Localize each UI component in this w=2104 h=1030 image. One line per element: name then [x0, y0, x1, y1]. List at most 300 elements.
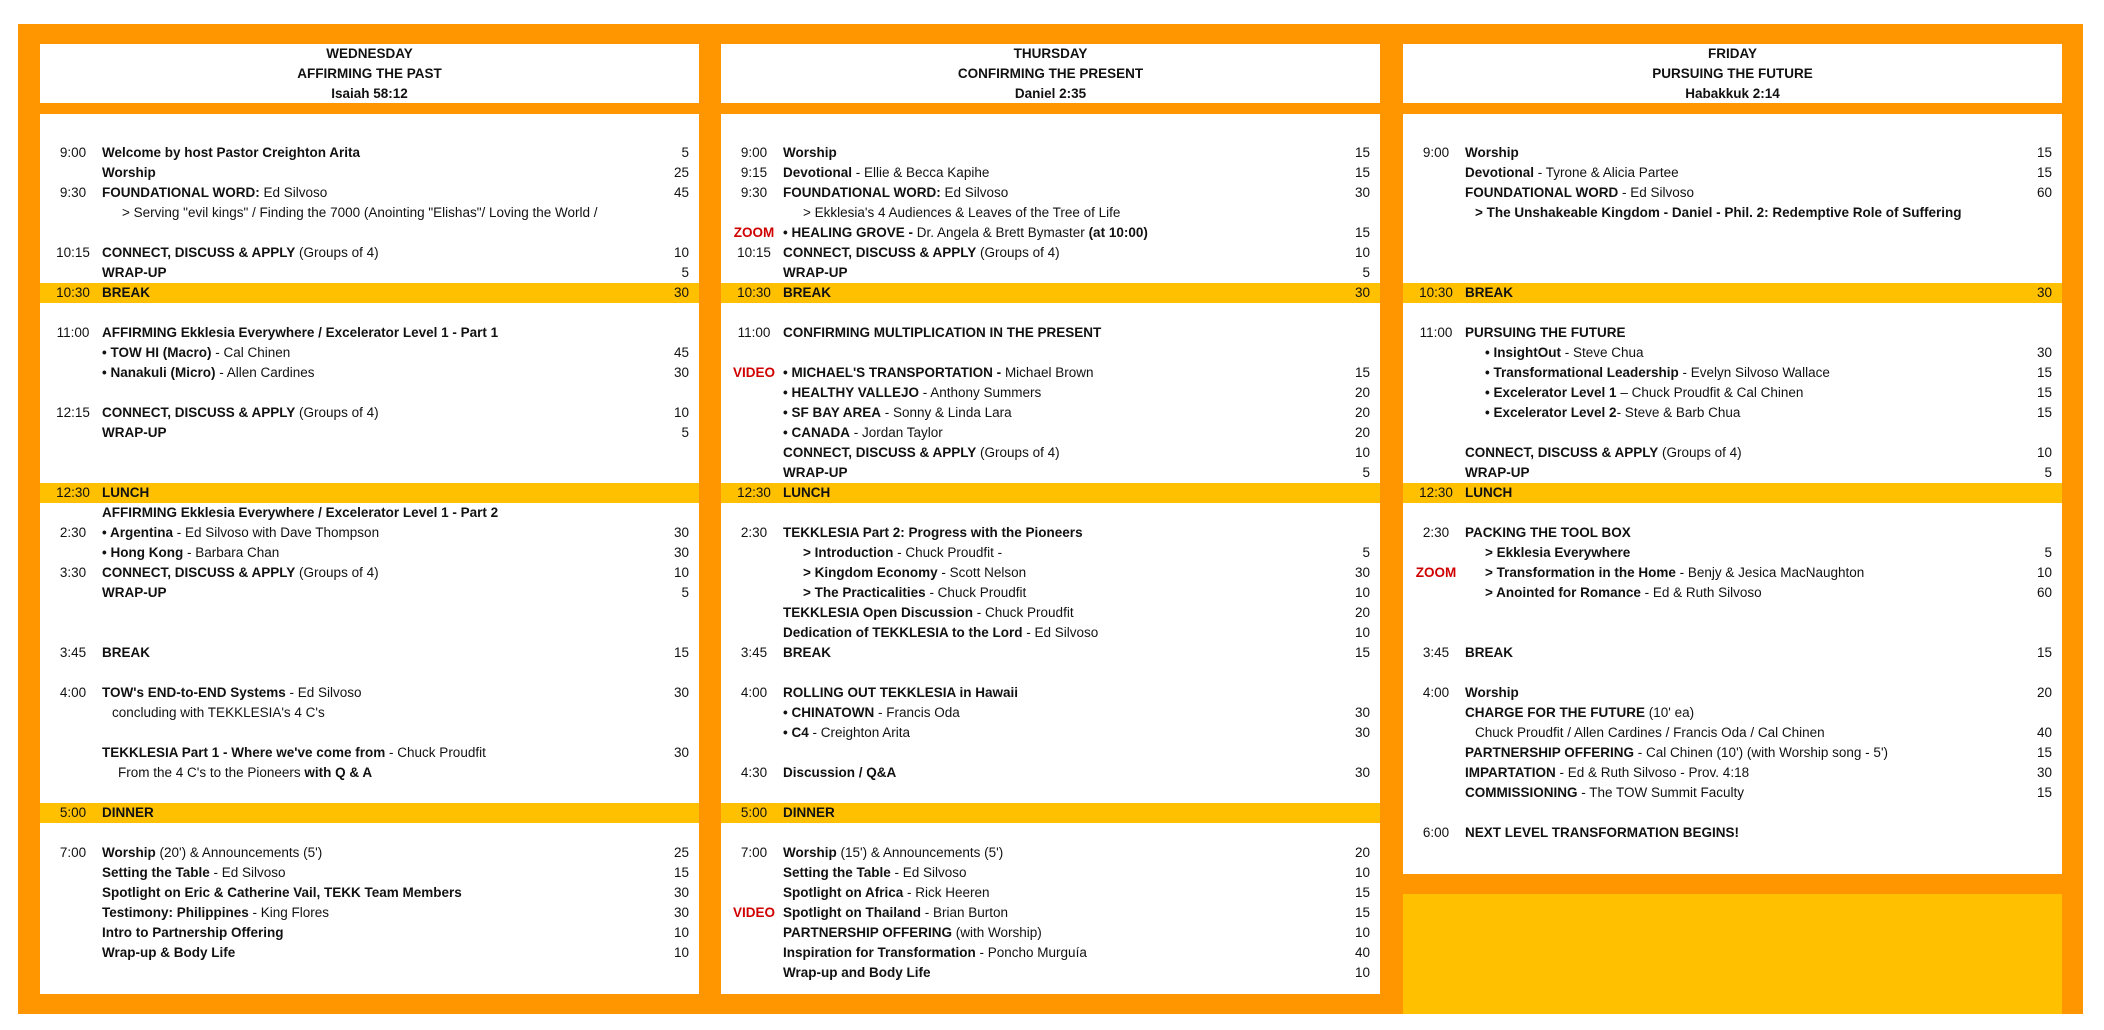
- row-title: [783, 403, 1012, 423]
- row-title-bold: • Hong Kong: [102, 545, 184, 560]
- schedule-row: [1403, 543, 2062, 563]
- row-title: [102, 523, 379, 543]
- row-title: [783, 363, 1093, 383]
- row-title-bold: CONNECT, DISCUSS & APPLY: [102, 405, 296, 420]
- row-title-detail: > Ekklesia's 4 Audiences & Leaves of the Tree of Life: [803, 205, 1121, 220]
- row-time: 7:00: [740, 845, 768, 860]
- row-title-bold: CONFIRMING MULTIPLICATION IN THE PRESENT: [783, 325, 1102, 340]
- day-theme: CONFIRMING THE PRESENT: [957, 66, 1144, 81]
- row-title-bold: > Ekklesia Everywhere: [1485, 545, 1631, 560]
- row-title-bold: IMPARTATION: [1465, 765, 1556, 780]
- media-tag: ZOOM: [1415, 565, 1457, 580]
- schedule-row: [721, 543, 1380, 563]
- row-title-bold: > Introduction: [803, 545, 894, 560]
- row-title-detail: - Benjy & Jesica MacNaughton: [1675, 565, 1865, 580]
- row-title: [1465, 463, 1530, 483]
- row-time: 6:00: [1422, 825, 1450, 840]
- row-duration: 30: [1354, 765, 1370, 780]
- schedule-row: [40, 143, 699, 163]
- schedule-row: [721, 763, 1380, 783]
- row-title: [1465, 143, 1519, 163]
- row-title: [102, 403, 379, 423]
- schedule-row: [721, 163, 1380, 183]
- row-title-bold: PACKING THE TOOL BOX: [1465, 525, 1631, 540]
- row-title: [1465, 743, 1888, 763]
- schedule-row: [721, 523, 1380, 543]
- row-title: [102, 743, 486, 763]
- row-title-bold: Dedication of TEKKLESIA to the Lord: [783, 625, 1023, 640]
- row-title: [1465, 163, 1679, 183]
- row-title: [102, 243, 379, 263]
- row-title-detail: (Groups of 4): [295, 565, 379, 580]
- row-title-detail: - Evelyn Silvoso Wallace: [1678, 365, 1830, 380]
- schedule-row: [1403, 683, 2062, 703]
- row-title-bold: • Nanakuli (Micro): [102, 365, 216, 380]
- row-title-bold: Worship: [783, 845, 837, 860]
- row-title-bold: WRAP-UP: [102, 265, 167, 280]
- row-title-bold: • HEALTHY VALLEJO: [783, 385, 919, 400]
- schedule-row: [1403, 763, 2062, 783]
- row-duration: 10: [673, 405, 689, 420]
- row-title-bold: > Kingdom Economy: [803, 565, 938, 580]
- schedule-row: [1403, 383, 2062, 403]
- row-title: [102, 563, 379, 583]
- row-title-bold: DINNER: [783, 805, 835, 820]
- row-title-bold: • SF BAY AREA: [783, 405, 882, 420]
- schedule-row: [1403, 323, 2062, 343]
- schedule-row: [721, 623, 1380, 643]
- row-title: [1485, 543, 1630, 563]
- row-title: [1465, 323, 1626, 343]
- break-band-row: [1403, 283, 2062, 303]
- row-title-bold: ROLLING OUT TEKKLESIA in Hawaii: [783, 685, 1019, 700]
- row-title-bold: • Excelerator Level 2: [1485, 405, 1617, 420]
- row-time: 3:45: [59, 645, 87, 660]
- row-title-detail: - Ed Silvoso: [890, 865, 967, 880]
- row-title: [1465, 683, 1519, 703]
- schedule-row: [40, 563, 699, 583]
- row-title: [102, 343, 290, 363]
- row-title: [102, 503, 498, 523]
- row-title: [1475, 203, 1961, 223]
- schedule-row: [721, 943, 1380, 963]
- row-title-bold: CONNECT, DISCUSS & APPLY: [783, 245, 977, 260]
- row-title-bold: PURSUING THE FUTURE: [1465, 325, 1626, 340]
- schedule-row: [40, 183, 699, 203]
- row-title-bold: Wrap-up & Body Life: [102, 945, 236, 960]
- row-time: 10:30: [737, 285, 771, 300]
- row-time: 10:30: [1419, 285, 1453, 300]
- row-title-detail: (15') & Announcements (5'): [836, 845, 1004, 860]
- row-duration: 20: [1354, 425, 1370, 440]
- row-title-bold-suffix: (at 10:00): [1088, 225, 1148, 240]
- row-duration: 30: [1354, 725, 1370, 740]
- row-title: [1485, 583, 1762, 603]
- row-title: [803, 543, 1002, 563]
- row-duration: 25: [673, 165, 689, 180]
- row-title-bold: COMMISSIONING: [1465, 785, 1578, 800]
- row-title-bold: FOUNDATIONAL WORD:: [102, 185, 260, 200]
- schedule-row: [40, 343, 699, 363]
- row-title-detail: – Chuck Proudfit & Cal Chinen: [1616, 385, 1804, 400]
- row-title: [783, 383, 1041, 403]
- row-title-detail: (20') & Announcements (5'): [155, 845, 323, 860]
- schedule-row: [721, 563, 1380, 583]
- schedule-row: [1403, 163, 2062, 183]
- schedule-row: [721, 223, 1380, 243]
- schedule-row: [721, 883, 1380, 903]
- day-scripture: Isaiah 58:12: [331, 86, 408, 101]
- row-title-detail: (Groups of 4): [976, 245, 1060, 260]
- row-time: 11:00: [737, 325, 771, 340]
- row-title-bold: Worship: [102, 165, 156, 180]
- row-title-detail: - Ed & Ruth Silvoso - Prov. 4:18: [1555, 765, 1750, 780]
- row-title-detail: (10' ea): [1645, 705, 1695, 720]
- row-title-bold: > Transformation in the Home: [1485, 565, 1676, 580]
- row-time: 9:00: [1422, 145, 1450, 160]
- row-title-bold: TEKKLESIA Open Discussion: [783, 605, 974, 620]
- row-title-detail: - Creighton Arita: [808, 725, 911, 740]
- row-title-bold: LUNCH: [783, 485, 831, 500]
- row-duration: 15: [2036, 365, 2052, 380]
- row-title-detail: From the 4 C's to the Pioneers: [118, 765, 305, 780]
- row-title-bold: WRAP-UP: [783, 465, 848, 480]
- schedule-row: [721, 323, 1380, 343]
- row-title: [783, 183, 1008, 203]
- row-title-bold: • Excelerator Level 1: [1485, 385, 1617, 400]
- row-duration: 15: [1354, 165, 1370, 180]
- row-title-bold: LUNCH: [102, 485, 150, 500]
- row-duration: 5: [681, 145, 689, 160]
- row-title: [1475, 723, 1825, 743]
- row-duration: 15: [2036, 785, 2052, 800]
- row-time: 2:30: [740, 525, 768, 540]
- row-title: [783, 243, 1060, 263]
- row-title: [783, 443, 1060, 463]
- row-time: 10:30: [56, 285, 90, 300]
- row-title-bold: • CHINATOWN: [783, 705, 875, 720]
- schedule-row: [1403, 643, 2062, 663]
- row-title: [783, 643, 831, 663]
- schedule-row: [40, 243, 699, 263]
- row-title: [1485, 363, 1830, 383]
- row-duration: 30: [2036, 765, 2052, 780]
- schedule-row: [1403, 523, 2062, 543]
- row-title: [1465, 703, 1694, 723]
- schedule-row: [1403, 723, 2062, 743]
- row-title-bold: • HEALING GROVE -: [783, 225, 913, 240]
- row-title-detail: - Tyrone & Alicia Partee: [1534, 165, 1679, 180]
- row-duration: 15: [1354, 365, 1370, 380]
- schedule-row: [721, 203, 1380, 223]
- row-title-detail: - The TOW Summit Faculty: [1577, 785, 1745, 800]
- schedule-row: [721, 723, 1380, 743]
- media-tag: VIDEO: [732, 905, 775, 920]
- row-title: [783, 263, 848, 283]
- media-tag: ZOOM: [733, 225, 775, 240]
- break-band-row: [721, 283, 1380, 303]
- row-duration: 15: [673, 645, 689, 660]
- row-title-detail: Ed Silvoso: [940, 185, 1009, 200]
- row-title: [1465, 783, 1744, 803]
- row-title: [1465, 643, 1513, 663]
- row-duration: 30: [673, 905, 689, 920]
- row-time: 12:30: [1419, 485, 1453, 500]
- row-duration: 10: [1354, 925, 1370, 940]
- row-time: 12:30: [56, 485, 90, 500]
- row-time: 12:15: [56, 405, 90, 420]
- row-title: [783, 163, 989, 183]
- row-time: 3:45: [1422, 645, 1450, 660]
- row-title-detail: - Cal Chinen (10') (with Worship song - 5'): [1634, 745, 1889, 760]
- friday-empty-band: [1403, 894, 2062, 1014]
- row-title-bold: NEXT LEVEL TRANSFORMATION BEGINS!: [1465, 825, 1740, 840]
- row-title-detail: - King Flores: [248, 905, 330, 920]
- row-title: [102, 643, 150, 663]
- row-title: [783, 323, 1101, 343]
- schedule-row: [40, 883, 699, 903]
- row-title-detail: - Steve & Barb Chua: [1616, 405, 1741, 420]
- schedule-row: [40, 363, 699, 383]
- row-title-bold-suffix: with Q & A: [304, 765, 373, 780]
- row-title: [102, 283, 150, 303]
- row-duration: 10: [673, 925, 689, 940]
- row-duration: 15: [1354, 645, 1370, 660]
- row-duration: 15: [673, 865, 689, 880]
- row-title-bold: CONNECT, DISCUSS & APPLY: [102, 565, 296, 580]
- row-duration: 30: [1354, 565, 1370, 580]
- row-title: [1465, 763, 1749, 783]
- row-title: [783, 283, 831, 303]
- row-title-detail: Dr. Angela & Brett Bymaster: [912, 225, 1089, 240]
- row-title: [783, 143, 837, 163]
- row-duration: 20: [2036, 685, 2052, 700]
- row-title-bold: Inspiration for Transformation: [783, 945, 976, 960]
- row-title-bold: > The Practicalities: [803, 585, 926, 600]
- row-duration: 30: [1354, 285, 1370, 300]
- row-title-detail: - Chuck Proudfit -: [893, 545, 1003, 560]
- schedule-row: [721, 923, 1380, 943]
- row-duration: 15: [1354, 885, 1370, 900]
- row-title-detail: - Chuck Proudfit: [925, 585, 1027, 600]
- row-title-bold: WRAP-UP: [102, 585, 167, 600]
- schedule-row: [40, 523, 699, 543]
- row-duration: 5: [681, 265, 689, 280]
- row-duration: 5: [1362, 545, 1370, 560]
- schedule-row: [40, 863, 699, 883]
- row-duration: 30: [673, 365, 689, 380]
- row-title: [102, 943, 235, 963]
- row-title-bold: FOUNDATIONAL WORD: [1465, 185, 1619, 200]
- row-title-detail: - Rick Heeren: [903, 885, 990, 900]
- schedule-row: [40, 403, 699, 423]
- row-duration: 30: [2036, 345, 2052, 360]
- row-title: [783, 683, 1018, 703]
- row-duration: 15: [2036, 405, 2052, 420]
- row-title-detail: - Steve Chua: [1560, 345, 1644, 360]
- row-title-bold: • CANADA: [783, 425, 850, 440]
- schedule-row: [721, 643, 1380, 663]
- row-title-detail: - Chuck Proudfit: [973, 605, 1074, 620]
- row-title-bold: • C4: [783, 725, 809, 740]
- row-time: 9:15: [740, 165, 768, 180]
- row-title: [102, 263, 167, 283]
- row-title-bold: • InsightOut: [1485, 345, 1561, 360]
- schedule-row: [1403, 203, 2062, 223]
- row-duration: 30: [1354, 705, 1370, 720]
- schedule-row: [721, 243, 1380, 263]
- row-duration: 10: [673, 945, 689, 960]
- row-title-bold: WRAP-UP: [783, 265, 848, 280]
- row-duration: 60: [2036, 185, 2052, 200]
- row-duration: 10: [1354, 865, 1370, 880]
- row-title: [102, 923, 284, 943]
- schedule-row: [40, 743, 699, 763]
- row-title-bold: Wrap-up and Body Life: [783, 965, 931, 980]
- schedule-row: [721, 903, 1380, 923]
- row-title: [1485, 343, 1644, 363]
- row-title-detail: - Ed Silvoso with Dave Thompson: [172, 525, 380, 540]
- day-scripture: Habakkuk 2:14: [1685, 86, 1780, 101]
- row-time: 5:00: [740, 805, 768, 820]
- row-duration: 10: [1354, 965, 1370, 980]
- row-title: [783, 423, 943, 443]
- row-duration: 10: [2036, 445, 2052, 460]
- day-scripture: Daniel 2:35: [1014, 86, 1087, 101]
- row-title: [803, 563, 1026, 583]
- row-title-bold: • TOW HI (Macro): [102, 345, 212, 360]
- row-time: 9:30: [740, 185, 768, 200]
- schedule-row: [40, 503, 699, 523]
- row-duration: 30: [673, 745, 689, 760]
- day-theme: PURSUING THE FUTURE: [1652, 66, 1813, 81]
- row-title-detail: - Francis Oda: [874, 705, 960, 720]
- row-time: 10:15: [56, 245, 90, 260]
- row-title-detail: (with Worship): [952, 925, 1042, 940]
- row-title-detail: - Ellie & Becca Kapihe: [852, 165, 990, 180]
- row-duration: 20: [1354, 605, 1370, 620]
- row-duration: 5: [1362, 465, 1370, 480]
- row-title-bold: CONNECT, DISCUSS & APPLY: [1465, 445, 1659, 460]
- schedule-row: [721, 383, 1380, 403]
- row-title-bold: CONNECT, DISCUSS & APPLY: [783, 445, 977, 460]
- row-time: 4:30: [740, 765, 768, 780]
- schedule-row: [1403, 403, 2062, 423]
- row-title-detail: - Scott Nelson: [937, 565, 1027, 580]
- row-title-bold: Devotional: [783, 165, 853, 180]
- row-title: [1485, 383, 1803, 403]
- schedule-row: [1403, 443, 2062, 463]
- schedule-row: [721, 703, 1380, 723]
- schedule-row: [40, 203, 699, 223]
- row-title-bold: Welcome by host Pastor Creighton Arita: [102, 145, 361, 160]
- row-title-bold: Intro to Partnership Offering: [102, 925, 284, 940]
- schedule-row: [1403, 783, 2062, 803]
- row-time: 11:00: [1419, 325, 1453, 340]
- row-duration: 25: [673, 845, 689, 860]
- row-title-detail: - Anthony Summers: [919, 385, 1042, 400]
- row-title-detail: (Groups of 4): [1658, 445, 1742, 460]
- row-duration: 30: [1354, 185, 1370, 200]
- row-title: [1465, 483, 1512, 503]
- row-duration: 30: [673, 685, 689, 700]
- schedule-row: [40, 323, 699, 343]
- schedule-row: [721, 843, 1380, 863]
- row-time: 2:30: [59, 525, 87, 540]
- row-title-bold: AFFIRMING Ekklesia Everywhere / Excelerator Level 1 - Part 1: [102, 325, 499, 340]
- schedule-row: [721, 183, 1380, 203]
- schedule-row: [721, 423, 1380, 443]
- row-title-bold: BREAK: [783, 645, 832, 660]
- day-title: THURSDAY: [1013, 46, 1088, 61]
- row-title-bold: Setting the Table: [783, 865, 891, 880]
- row-title: [102, 883, 462, 903]
- schedule-row: [1403, 143, 2062, 163]
- schedule-row: [40, 583, 699, 603]
- schedule-row: [721, 263, 1380, 283]
- row-title-detail: (Groups of 4): [295, 405, 379, 420]
- row-title-bold: • Argentina: [102, 525, 173, 540]
- row-duration: 30: [2036, 285, 2052, 300]
- row-title-detail: - Ed Silvoso: [1022, 625, 1099, 640]
- schedule-row: [1403, 363, 2062, 383]
- row-duration: 30: [673, 885, 689, 900]
- row-title: [102, 903, 329, 923]
- row-duration: 40: [2036, 725, 2052, 740]
- row-title-detail: - Poncho Murguía: [975, 945, 1087, 960]
- row-title: [102, 183, 327, 203]
- row-title-bold: • Transformational Leadership: [1485, 365, 1679, 380]
- row-duration: 10: [1354, 585, 1370, 600]
- row-title-bold: TEKKLESIA Part 1 - Where we've come from: [102, 745, 386, 760]
- row-duration: 15: [2036, 385, 2052, 400]
- row-title: [783, 843, 1003, 863]
- row-time: 11:00: [56, 325, 90, 340]
- row-time: 4:00: [59, 685, 87, 700]
- row-title-bold: Setting the Table: [102, 865, 210, 880]
- row-duration: 40: [1354, 945, 1370, 960]
- row-title-bold: PARTNERSHIP OFFERING: [783, 925, 953, 940]
- row-title: [783, 223, 1148, 243]
- row-title: [783, 623, 1098, 643]
- row-duration: 60: [2036, 585, 2052, 600]
- row-title-bold: LUNCH: [1465, 485, 1513, 500]
- row-duration: 5: [681, 425, 689, 440]
- row-title: [783, 963, 931, 983]
- row-title: [112, 703, 325, 723]
- row-title-bold: Spotlight on Thailand: [783, 905, 921, 920]
- row-duration: 30: [673, 285, 689, 300]
- row-title: [1465, 443, 1742, 463]
- row-title-bold: FOUNDATIONAL WORD:: [783, 185, 941, 200]
- schedule-row: [40, 703, 699, 723]
- schedule-row: [40, 423, 699, 443]
- row-title: [783, 863, 967, 883]
- row-title-bold: CHARGE FOR THE FUTURE: [1465, 705, 1645, 720]
- row-title: [102, 683, 362, 703]
- row-title-bold: Devotional: [1465, 165, 1535, 180]
- row-time: 4:00: [740, 685, 768, 700]
- row-time: 4:00: [1422, 685, 1450, 700]
- row-duration: 5: [1362, 265, 1370, 280]
- row-duration: 20: [1354, 405, 1370, 420]
- schedule-row: [721, 443, 1380, 463]
- day-title: WEDNESDAY: [326, 46, 413, 61]
- schedule-row: [40, 923, 699, 943]
- row-title-detail: Ed Silvoso: [259, 185, 328, 200]
- row-title-detail: - Ed & Ruth Silvoso: [1640, 585, 1762, 600]
- row-title-detail: - Sonny & Linda Lara: [881, 405, 1012, 420]
